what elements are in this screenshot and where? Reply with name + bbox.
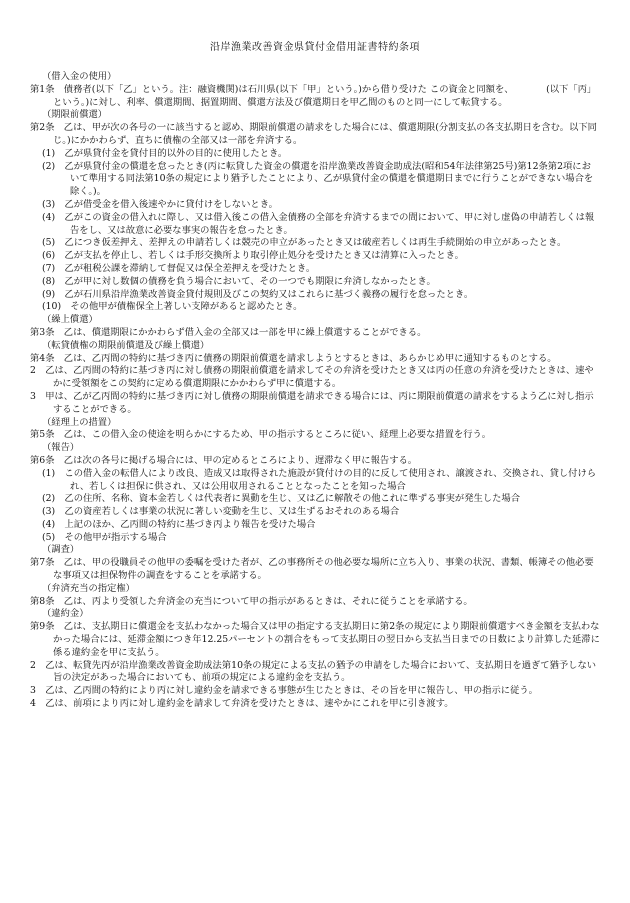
list-item: (2) 乙の住所、名称、資本金若しくは代表者に異動を生じ、又は乙に解散その他これに準ずる事実が発生した場合 xyxy=(42,493,521,505)
sub-paragraph: 2 乙は、転貸先丙が沿岸漁業改善資金助成法第10条の規定による支払の猶予の申請をした場合において、支払期日を過ぎて猶予しない旨の決定があった場合においても、前項の規定による違約金を支払う。 xyxy=(30,659,597,684)
article-paragraph: 第1条 債務者(以下「乙」という。注：融資機関)は石川県(以下「甲」という。)から借り受けた この資金と同額を、 (以下「丙」という。)に対し、利率、償還期間、据置期間、償還方法及び償還期日を甲乙間のものと同一にして転貸する。 xyxy=(30,83,597,108)
section-heading: （転貸債権の期限前償還及び繰上償還） xyxy=(42,339,210,351)
list-item: (8) 乙が甲に対し数個の債務を負う場合において、その一つでも期限に弁済しなかったとき。 xyxy=(42,275,436,287)
article-paragraph: 第2条 乙は、甲が次の各号の一に該当すると認め、期限前償還の請求をした場合には、償還期限(分割支払の各支払期日を含む。以下同じ。)にかかわらず、直ちに債権の全部又は一部を弁済する。 xyxy=(30,122,597,146)
section-heading: （調査） xyxy=(42,544,80,556)
list-item: (3) 乙の資産若しくは事業の状況に著しい変動を生じ、又は生ずるおそれのある場合 xyxy=(42,506,400,518)
article-paragraph: 第4条 乙は、乙丙間の特約に基づき丙に債務の期限前償還を請求しようとするときは、あらかじめ甲に通知するものとする。 xyxy=(30,352,557,364)
article-paragraph: 第9条 乙は、支払期日に償還金を支払わなかった場合又は甲の指定する支払期日に第2条の規定により期限前償還すべき金額を支払わなかった場合には、延滞金額につき年12.25パーセントの割合をもって支払期日の翌日から支払当日までの日数により計算した延滞に係る違約金を甲に支払う。 xyxy=(30,621,600,658)
article-paragraph: 第5条 乙は、この借入金の使途を明らかにするため、甲の指示するところに従い、経理上必要な措置を行う。 xyxy=(30,429,492,441)
list-item: (5) 乙につき仮差押え、差押えの申請若しくは競売の申立があったとき又は破産若しくは再生手続開始の申立があったとき。 xyxy=(42,237,567,249)
section-heading: （弁済充当の指定権） xyxy=(42,582,135,594)
list-item: (10) その他甲が債権保全上著しい支障があると認めたとき。 xyxy=(42,301,303,313)
section-heading: （報告） xyxy=(42,442,80,454)
list-item: (3) 乙が借受金を借入後速やかに貸付けをしないとき。 xyxy=(42,198,278,210)
list-item: (6) 乙が支払を停止し、若しくは手形交換所より取引停止処分を受けたとき又は清算に入ったとき。 xyxy=(42,250,464,262)
article-paragraph: 第6条 乙は次の各号に掲げる場合には、甲の定めるところにより、遅滞なく甲に報告する。 xyxy=(30,454,418,466)
list-item: (7) 乙が租税公課を滞納して督促又は保全差押えを受けたとき。 xyxy=(42,262,316,274)
list-item: (4) 乙がこの資金の借入れに際し、又は借入後この借入金債務の全部を弁済するまでの間において、甲に対し虚偽の申請若しくは報告をし、又は故意に必要な事実の報告を怠ったとき。 xyxy=(42,211,595,236)
list-item: (4) 上記のほか、乙丙間の特約に基づき丙より報告を受けた場合 xyxy=(42,518,316,530)
sub-paragraph: 4 乙は、前項により丙に対し違約金を請求して弁済を受けたときは、速やかにこれを甲に引き渡す。 xyxy=(30,698,454,710)
sub-paragraph: 3 甲は、乙が乙丙間の特約に基づき丙に対し債務の期限前償還を請求できる場合には、丙に期限前償還の請求をするよう乙に対し指示することができる。 xyxy=(30,390,594,415)
list-item: (9) 乙が石川県沿岸漁業改善資金貸付規則及びこの契約又はこれらに基づく義務の履行を怠ったとき。 xyxy=(42,288,474,300)
document-body xyxy=(30,71,600,711)
section-heading: （経理上の措置） xyxy=(42,416,117,428)
list-item: (5) その他甲が指示する場合 xyxy=(42,531,167,543)
section-heading: （借入金の使用） xyxy=(42,71,117,82)
section-heading: （期限前償還） xyxy=(42,109,108,121)
list-item: (1) 乙が県貸付金を貸付目的以外の目的に使用したとき。 xyxy=(42,147,288,159)
article-paragraph: 第7条 乙は、甲の役職員その他甲の委嘱を受けた者が、乙の事務所その他必要な場所に立ち入り、事業の状況、書類、帳簿その他必要な事項又は担保物件の調査をすることを承諾する。 xyxy=(30,557,594,582)
list-item: (2) 乙が県貸付金の償還を怠ったとき(丙に転貸した資金の償還を沿岸漁業改善資金助成法(昭和54年法律第25号)第12条第2項において準用する同法第10条の規定により猶予したことにより、乙が県貸付金の償還を償還期日までに行うことができない場合を除く。)。 xyxy=(42,160,594,198)
section-heading: （繰上償還） xyxy=(42,314,98,326)
sub-paragraph: 2 乙は、乙丙間の特約に基づき丙に対し債務の期限前償還を請求してその弁済を受けたとき又は丙の任意の弁済を受けたときは、速やかに受領額をこの契約に定める償還期限にかかわらず甲に償還する。 xyxy=(30,365,594,390)
section-heading: （違約金） xyxy=(42,608,89,620)
article-paragraph: 第8条 乙は、丙より受領した弁済金の充当について甲の指示があるときは、それに従うことを承諾する。 xyxy=(30,595,473,607)
list-item: (1) この借入金の転借人により改良、造成又は取得された施設が貸付けの目的に反して使用され、譲渡され、交換され、貸し付けられ、若しくは担保に供され、又は公用収用されることとなったことを知った場合 xyxy=(42,467,597,492)
sub-paragraph: 3 乙は、乙丙間の特約により丙に対し違約金を請求できる事態が生じたときは、その旨を甲に報告し、甲の指示に従う。 xyxy=(30,685,538,697)
article-paragraph: 第3条 乙は、償還期限にかかわらず借入金の全部又は一部を甲に繰上償還することができる。 xyxy=(30,326,427,338)
document-title: 沿岸漁業改善資金県貸付金借用証書特約条項 xyxy=(210,42,420,53)
